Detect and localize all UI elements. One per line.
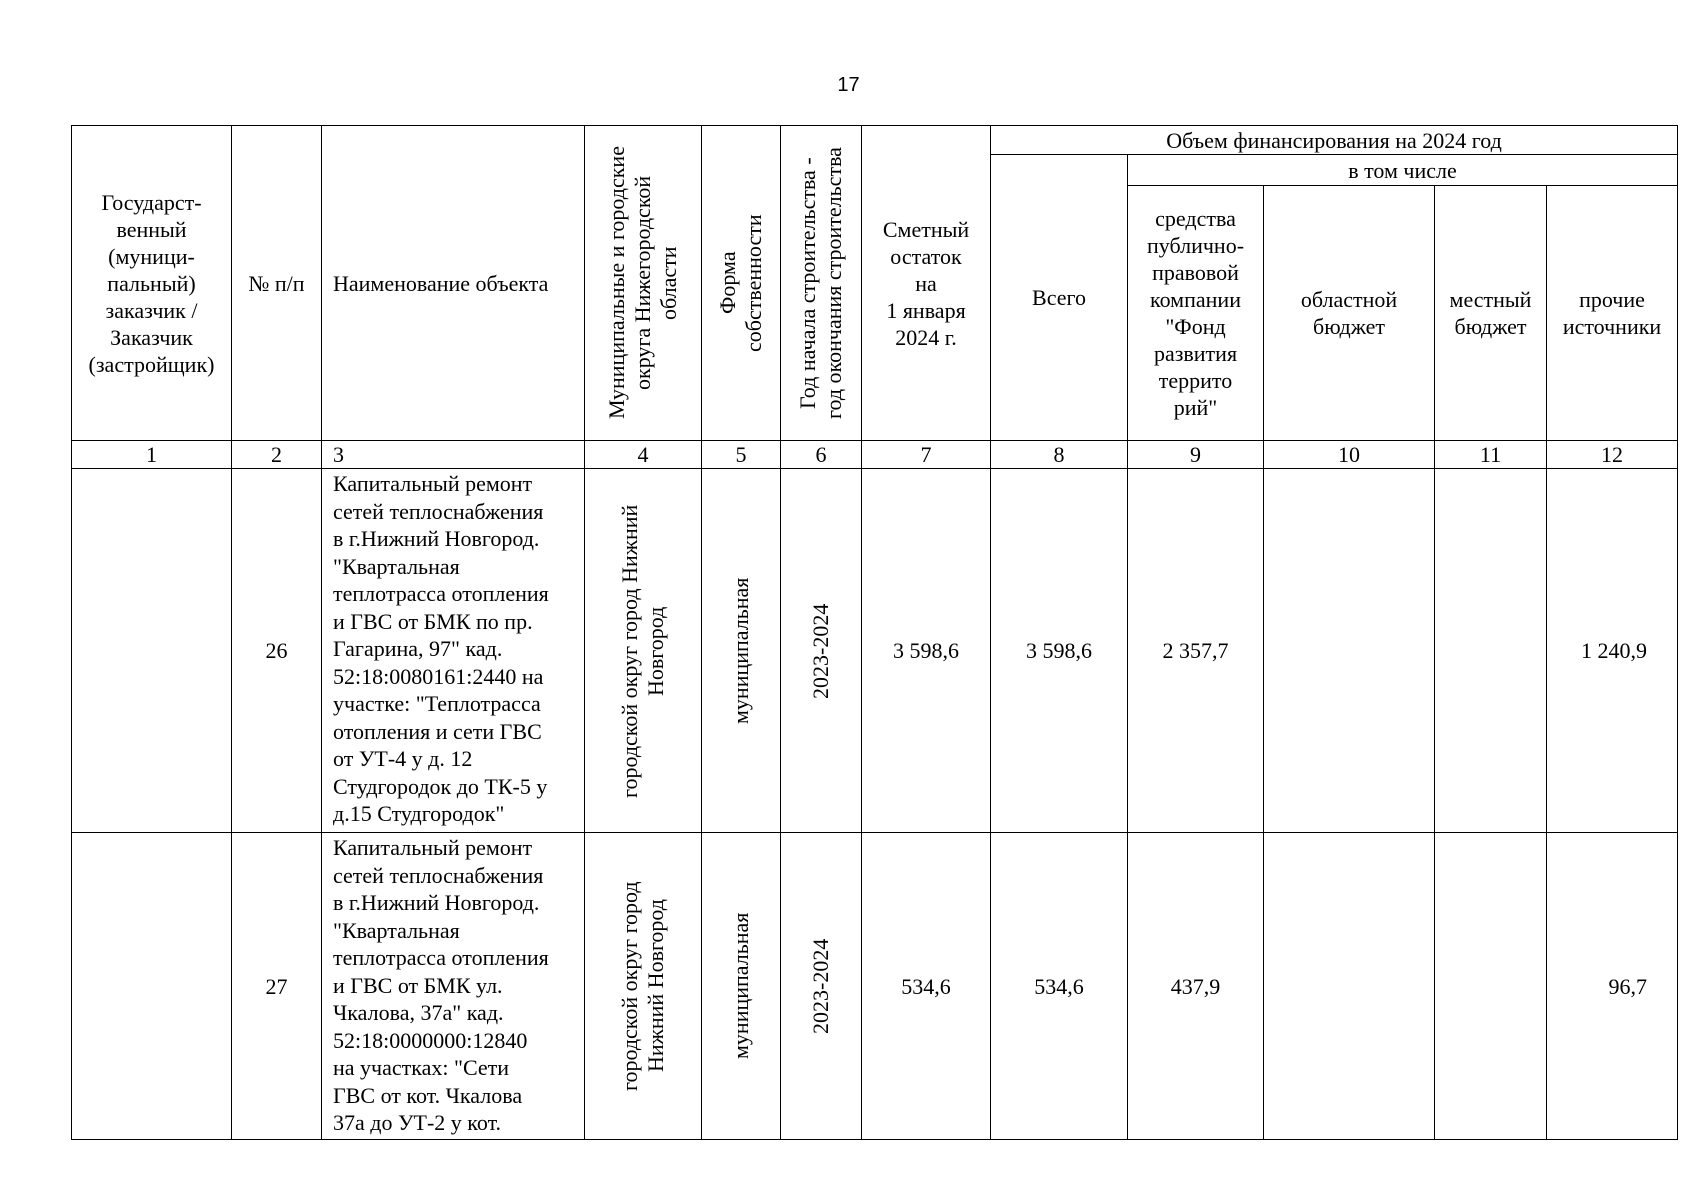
column-number: 3 <box>322 441 585 469</box>
row-estimate-balance: 3 598,6 <box>862 469 991 833</box>
header-years: Год начала строительства - год окончания строительства <box>795 147 846 419</box>
row-other-sources: 1 240,9 <box>1547 469 1678 833</box>
row-customer <box>72 469 232 833</box>
row-total: 534,6 <box>991 833 1128 1140</box>
column-number: 6 <box>781 441 862 469</box>
row-regional-budget <box>1264 469 1435 833</box>
row-municipality: городской округ город Нижний Новгород <box>617 881 668 1091</box>
financing-table <box>71 125 1678 1140</box>
header-ownership-cell <box>702 126 781 441</box>
header-municipality-cell <box>585 126 702 441</box>
row-total: 3 598,6 <box>991 469 1128 833</box>
row-ownership: муниципальная <box>728 912 753 1060</box>
column-number: 1 <box>72 441 232 469</box>
row-municipality: городской округ город Нижний Новгород <box>617 503 668 798</box>
header-customer: Государст- венный (муници- пальный) заказчик / Заказчик (застройщик) <box>72 126 232 441</box>
row-years: 2023-2024 <box>808 938 833 1034</box>
column-number: 9 <box>1128 441 1264 469</box>
row-number: 26 <box>232 469 322 833</box>
row-years-cell <box>781 833 862 1140</box>
header-other-sources: прочие источники <box>1547 186 1678 441</box>
row-local-budget <box>1435 833 1547 1140</box>
row-ownership-cell <box>702 833 781 1140</box>
row-estimate-balance: 534,6 <box>862 833 991 1140</box>
column-number: 5 <box>702 441 781 469</box>
column-number: 7 <box>862 441 991 469</box>
row-ownership: муниципальная <box>728 577 753 724</box>
column-number: 2 <box>232 441 322 469</box>
header-estimate-balance: Сметный остаток на 1 января 2024 г. <box>862 126 991 441</box>
column-number: 10 <box>1264 441 1435 469</box>
row-object-name: Капитальный ремонт сетей теплоснабжения в г.Нижний Новгород. "Квартальная теплотрасса отопления и ГВС от БМК по пр. Гагарина, 97" кад. 52:18:0080161:2440 на участке: "Теплотрасса отопления и сети ГВС от УТ-4 у д. 12 Студгородок до ТК-5 у д.15 Студгородок" <box>322 469 585 833</box>
row-fund: 2 357,7 <box>1128 469 1264 833</box>
header-ownership: Форма собственности <box>715 214 766 352</box>
row-municipality-cell <box>585 833 702 1140</box>
row-years: 2023-2024 <box>808 602 833 699</box>
header-financing-volume: Объем финансирования на 2024 год <box>991 126 1678 155</box>
header-object-name: Наименование объекта <box>322 126 585 441</box>
column-number: 12 <box>1547 441 1678 469</box>
header-including: в том числе <box>1128 155 1678 186</box>
row-fund: 437,9 <box>1128 833 1264 1140</box>
header-number: № п/п <box>232 126 322 441</box>
header-municipality: Муниципальные и городские округа Нижегородской области <box>604 146 681 420</box>
row-years-cell <box>781 469 862 833</box>
header-total: Всего <box>991 155 1128 441</box>
row-number: 27 <box>232 833 322 1140</box>
row-regional-budget <box>1264 833 1435 1140</box>
row-local-budget <box>1435 469 1547 833</box>
header-years-cell <box>781 126 862 441</box>
row-other-sources: 96,7 <box>1547 833 1678 1140</box>
column-number: 11 <box>1435 441 1547 469</box>
column-number: 4 <box>585 441 702 469</box>
header-regional-budget: областной бюджет <box>1264 186 1435 441</box>
page-number: 17 <box>837 74 860 96</box>
table-row <box>72 833 1678 1140</box>
header-fund: средства публично- правовой компании "Фонд развития террито рий" <box>1128 186 1264 441</box>
header-local-budget: местный бюджет <box>1435 186 1547 441</box>
row-municipality-cell <box>585 469 702 833</box>
column-number: 8 <box>991 441 1128 469</box>
table-row <box>72 469 1678 833</box>
row-customer <box>72 833 232 1140</box>
row-ownership-cell <box>702 469 781 833</box>
row-object-name: Капитальный ремонт сетей теплоснабжения в г.Нижний Новгород. "Квартальная теплотрасса отопления и ГВС от БМК ул. Чкалова, 37а" кад. 52:18:0000000:12840 на участках: "Сети ГВС от кот. Чкалова 37а до УТ-2 у кот. <box>322 833 585 1140</box>
